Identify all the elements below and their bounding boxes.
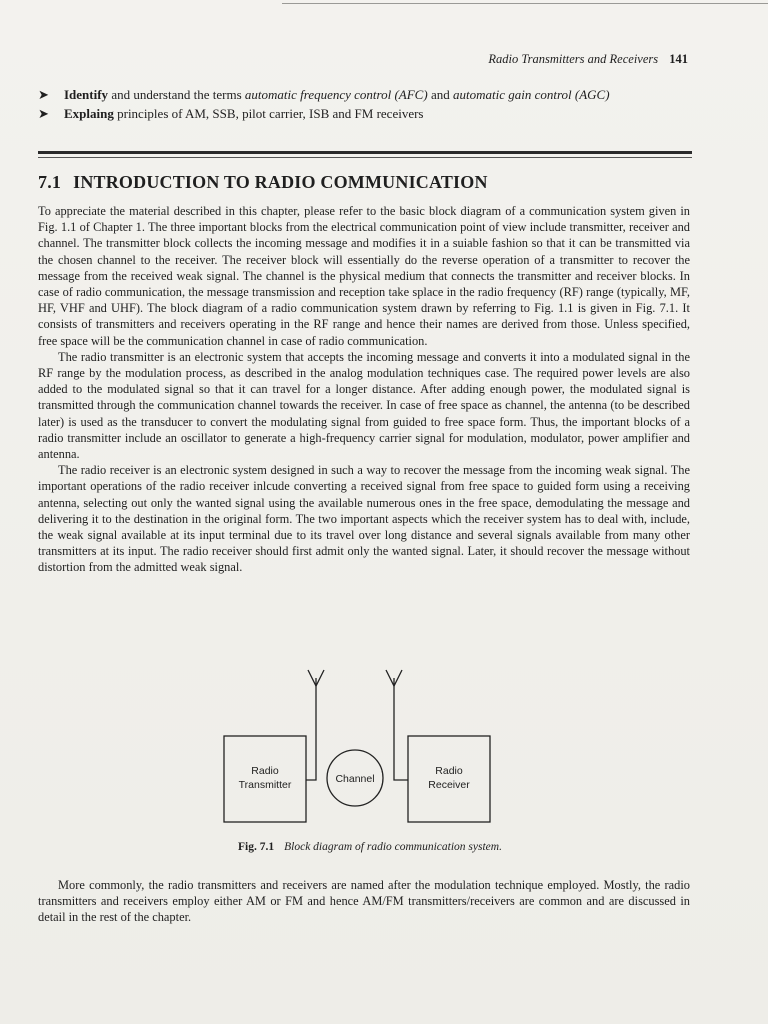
receiver-antenna-icon — [386, 670, 408, 780]
learning-objectives — [38, 86, 698, 124]
body-text — [38, 203, 690, 576]
objective-term: automatic frequency control (AFC) — [244, 87, 428, 102]
transmitter-label-line1: Radio — [251, 765, 279, 777]
objective-item — [38, 86, 698, 103]
receiver-label-line2: Receiver — [428, 779, 470, 791]
arrowhead-bullet-icon: ➤ — [38, 87, 49, 102]
transmitter-antenna-icon — [306, 670, 324, 780]
running-header — [300, 52, 688, 67]
channel-label: Channel — [335, 773, 375, 785]
page-number: 141 — [669, 52, 688, 66]
objective-verb: Identify — [64, 87, 109, 102]
block-diagram — [218, 664, 518, 834]
section-divider-thick — [38, 151, 692, 154]
section-number: 7.1 — [38, 172, 62, 192]
objective-text: and — [427, 87, 453, 102]
closing-text — [38, 877, 690, 926]
figure-caption — [200, 841, 540, 853]
section-divider-thin — [38, 157, 692, 158]
paragraph: The radio receiver is an electronic system designed in such a way to recover the message from the incoming weak signal. The important operations of the radio receiver inlcude converting a received signal from free space to guided form using a receiving antenna, selecting out only the wanted signal using the available numerous ones in the free space, demodulating the message and delivering it to the destination in the original form. The two important aspects which the receiver system has to deal with, include, the weak signal available at its input terminal due to its travel over long distance and several signals available from many other transmitters at its input. The radio receiver should first admit only the wanted signal. Later, it should recover the message without distortion from the admitted weak signal. — [38, 463, 690, 575]
objective-verb: Explaing — [64, 106, 114, 121]
arrowhead-bullet-icon: ➤ — [38, 106, 49, 121]
figure-label: Fig. 7.1 — [238, 841, 275, 853]
paragraph: To appreciate the material described in this chapter, please refer to the basic block diagram of a communication system given in Fig. 1.1 of Chapter 1. The three important blocks from the electrical communication point of view include transmitter, receiver and channel. The transmitter block collects the incoming message and modifies it in a suiable fashion so that it can be transmitted via the chosen channel to the receiver. The receiver block will essentially do the reverse operation of a transmitter to recover the message from the received weak signal. The channel is the physical medium that connects the transmitter and receiver blocks. In case of radio communication, the message transmission and reception take splace in the radio frequency (RF) range (typically, MF, HF, VHF and UHF). The block diagram of a radio communication system drawn by referring to Fig. 1.1 is given in Fig. 7.1. It consists of transmitters and receivers operating in the RF range and hence their names are derived from those. Unless specified, free space will be the communication channel in case of radio communication. — [38, 204, 690, 348]
objective-text: principles of AM, SSB, pilot carrier, ISB and FM receivers — [113, 106, 424, 121]
top-edge-rule — [282, 3, 768, 4]
section-heading — [38, 172, 488, 193]
receiver-label-line1: Radio — [435, 765, 463, 777]
figure-caption-text: Block diagram of radio communication system. — [284, 841, 502, 853]
transmitter-label-line2: Transmitter — [238, 779, 292, 791]
objective-term: automatic gain control (AGC) — [452, 87, 610, 102]
section-title: INTRODUCTION TO RADIO COMMUNICATION — [73, 172, 488, 192]
objective-item — [38, 105, 698, 122]
paragraph: The radio transmitter is an electronic system that accepts the incoming message and converts it into a modulated signal in the RF range by the modulation process, as described in the analog modulation techniques case. The required power levels are also added to the modulated signal so that it can travel for a longer distance. After adding enough power, the modulated signal is transmitted through the communication channel towards the receiver. In case of free space as channel, the antenna (to be described later) is used as the transducer to convert the modulating signal from guided to free space form. Thus, the important blocks of a radio transmitter include an oscillator to generate a high-frequency carrier signal for modulation, modulator, power amplifier and antenna. — [38, 349, 690, 462]
running-title: Radio Transmitters and Receivers — [488, 52, 659, 66]
objective-text: and understand the terms — [108, 87, 245, 102]
paragraph: More commonly, the radio transmitters and receivers are named after the modulation technique employed. Mostly, the radio transmitters and receivers employ either AM or FM and hence AM/FM transmitters/receivers are common and are discussed in detail in the rest of the chapter. — [38, 878, 690, 925]
